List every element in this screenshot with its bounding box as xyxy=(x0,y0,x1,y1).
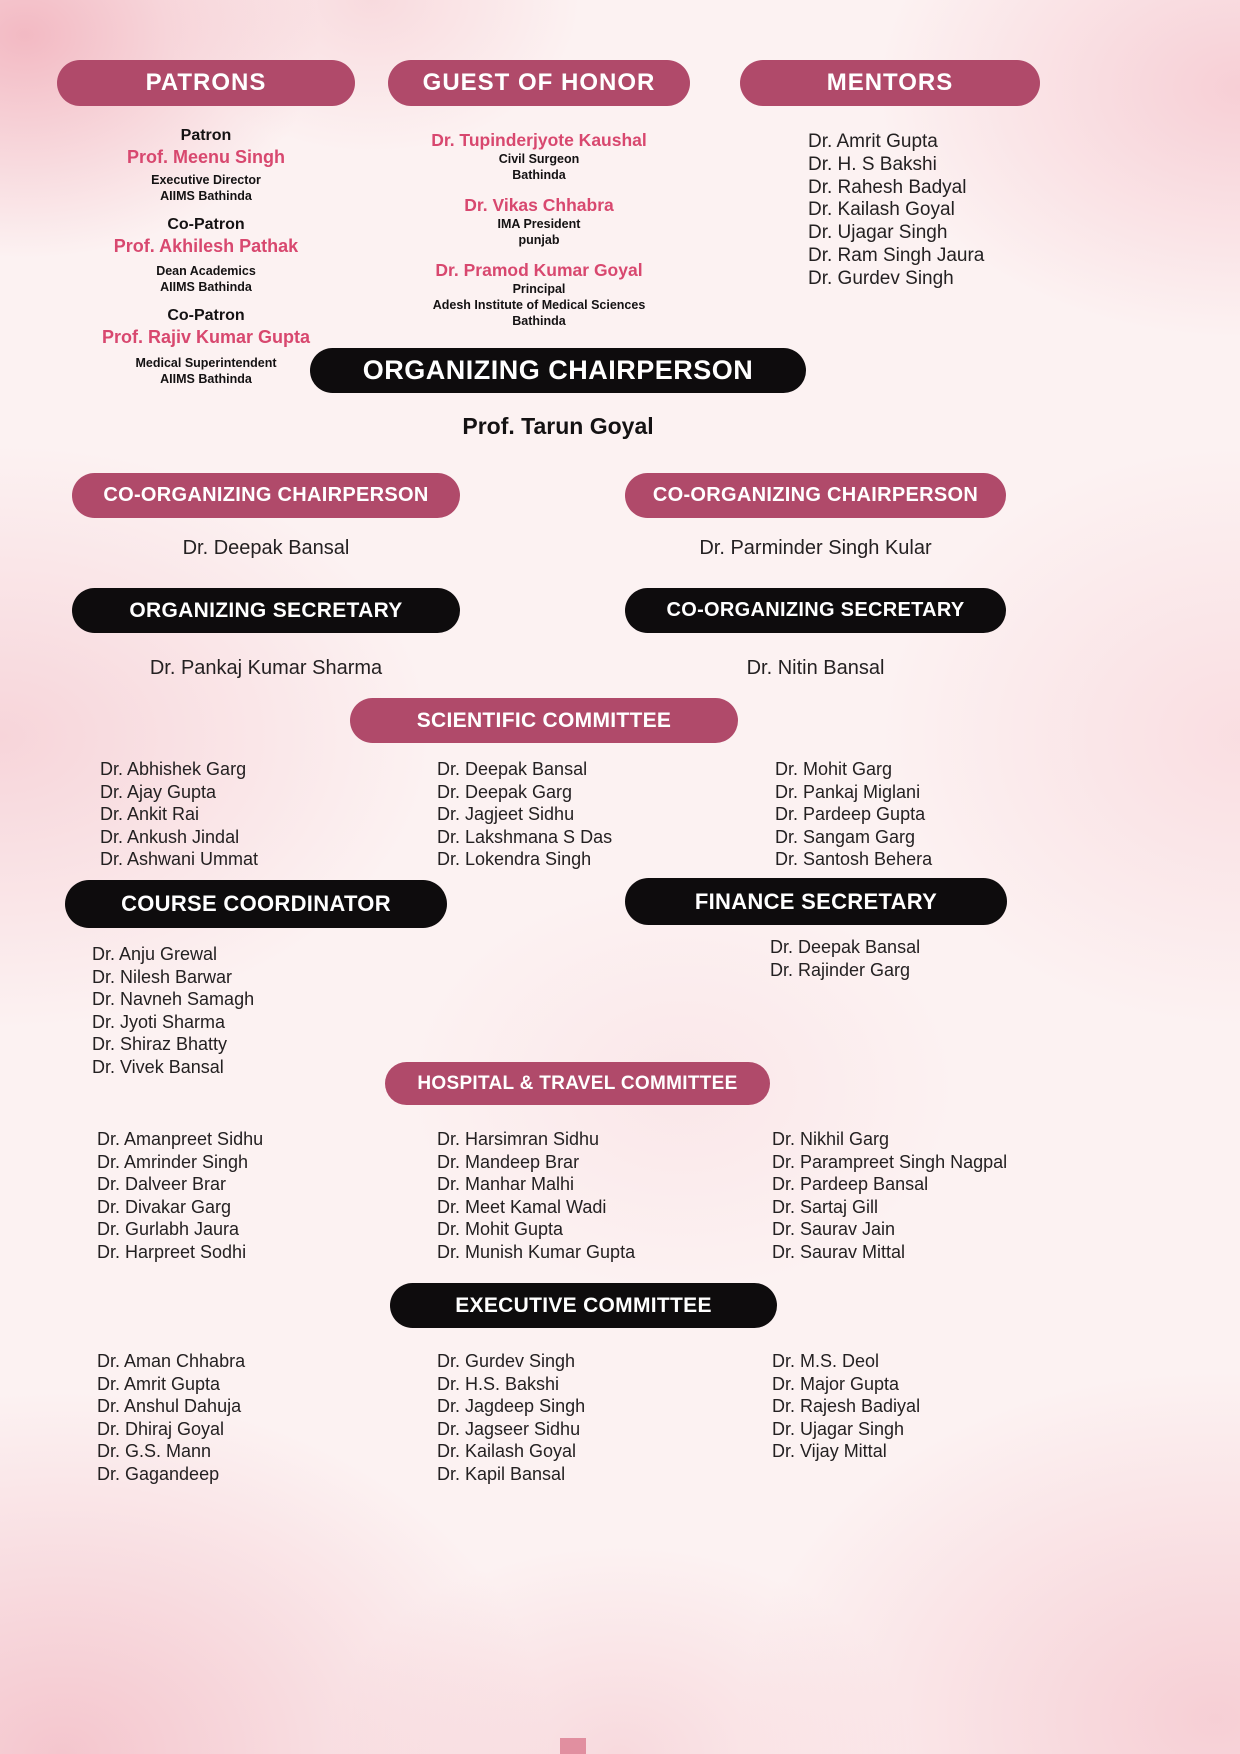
member-name: Dr. H.S. Bakshi xyxy=(437,1373,560,1394)
member-name: Dr. Ashwani Ummat xyxy=(100,849,259,870)
member-name: Dr. Rajesh Badiyal xyxy=(772,1396,921,1417)
member-name: Dr. Ram Singh Jaura xyxy=(808,244,985,266)
member-name: Dr. Pardeep Bansal xyxy=(772,1174,929,1195)
member-name: Dr. Mohit Garg xyxy=(775,759,893,779)
member-name: Dr. Lakshmana S Das xyxy=(437,826,613,847)
hospital-travel-col1 xyxy=(97,1128,397,1264)
guest-name: Dr. Tupinderjyote Kaushal xyxy=(431,130,647,150)
organizing-chairperson-name: Prof. Tarun Goyal xyxy=(462,413,654,439)
member-name: Dr. Shiraz Bhatty xyxy=(92,1034,228,1055)
member-name: Dr. Dhiraj Goyal xyxy=(97,1418,225,1439)
member-name: Dr. Kailash Goyal xyxy=(437,1441,577,1462)
member-name: Dr. G.S. Mann xyxy=(97,1441,212,1462)
co-organizing-secretary-header: CO-ORGANIZING SECRETARY xyxy=(625,588,1006,633)
organizing-secretary-header: ORGANIZING SECRETARY xyxy=(72,588,460,633)
guest-place: Bathinda xyxy=(512,314,566,328)
member-name: Dr. M.S. Deol xyxy=(772,1351,880,1371)
member-name: Dr. Ajay Gupta xyxy=(100,781,217,802)
patron-title: Dean Academics xyxy=(156,264,256,278)
member-name: Dr. Santosh Behera xyxy=(775,849,933,870)
co-chair-right-name: Dr. Parminder Singh Kular xyxy=(699,537,932,559)
member-name: Dr. Munish Kumar Gupta xyxy=(437,1241,636,1262)
member-name: Dr. Navneh Samagh xyxy=(92,989,255,1010)
member-name: Dr. Ujagar Singh xyxy=(772,1418,905,1439)
scientific-committee-col3 xyxy=(775,758,1075,871)
member-name: Dr. Harpreet Sodhi xyxy=(97,1241,247,1262)
member-name: Dr. Meet Kamal Wadi xyxy=(437,1196,607,1217)
member-name: Dr. Jyoti Sharma xyxy=(92,1011,226,1032)
guest-of-honor-list xyxy=(378,118,700,329)
member-name: Dr. Jagseer Sidhu xyxy=(437,1418,581,1439)
patron-title: Executive Director xyxy=(151,173,261,187)
guest-of-honor-header: GUEST OF HONOR xyxy=(388,60,690,106)
guest-title: Civil Surgeon xyxy=(498,152,580,166)
member-name: Dr. Harsimran Sidhu xyxy=(437,1129,600,1149)
member-name: Dr. Manhar Malhi xyxy=(437,1174,575,1195)
member-name: Dr. Vivek Bansal xyxy=(92,1056,224,1077)
executive-committee-header: EXECUTIVE COMMITTEE xyxy=(390,1283,777,1328)
co-organizing-secretary-name: Dr. Nitin Bansal xyxy=(746,657,885,679)
guest-place: punjab xyxy=(518,233,560,247)
member-name: Dr. Amrit Gupta xyxy=(97,1373,221,1394)
member-name: Dr. Pankaj Miglani xyxy=(775,781,921,802)
member-name: Dr. H. S Bakshi xyxy=(808,153,937,175)
member-name: Dr. Rajinder Garg xyxy=(770,959,911,980)
patron-institute: AIIMS Bathinda xyxy=(160,372,252,386)
patron-name: Prof. Meenu Singh xyxy=(126,147,285,167)
patron-entry xyxy=(47,127,365,204)
patron-institute: AIIMS Bathinda xyxy=(160,189,252,203)
bottom-tab-decoration xyxy=(560,1738,586,1754)
member-name: Dr. Gurlabh Jaura xyxy=(97,1219,240,1240)
mentors-list xyxy=(808,131,1048,291)
member-name: Dr. Amrit Gupta xyxy=(808,131,938,152)
member-name: Dr. Saurav Mittal xyxy=(772,1241,906,1262)
member-name: Dr. Vijay Mittal xyxy=(772,1441,887,1462)
member-name: Dr. Ankush Jindal xyxy=(100,826,240,847)
member-name: Dr. Abhishek Garg xyxy=(100,759,247,779)
patron-title: Medical Superintendent xyxy=(135,356,277,370)
executive-committee-col3 xyxy=(772,1350,1092,1463)
member-name: Dr. Pardeep Gupta xyxy=(775,804,926,825)
member-name: Dr. Lokendra Singh xyxy=(437,849,592,870)
patron-name: Prof. Rajiv Kumar Gupta xyxy=(101,327,311,347)
patron-institute: AIIMS Bathinda xyxy=(160,280,252,294)
member-name: Dr. Gagandeep xyxy=(97,1463,220,1484)
guest-name: Dr. Pramod Kumar Goyal xyxy=(435,260,643,280)
member-name: Dr. Deepak Bansal xyxy=(770,937,921,957)
member-name: Dr. Divakar Garg xyxy=(97,1196,232,1217)
member-name: Dr. Mandeep Brar xyxy=(437,1151,580,1172)
patron-role: Patron xyxy=(180,127,232,144)
executive-committee-col2 xyxy=(437,1350,747,1486)
member-name: Dr. Jagdeep Singh xyxy=(437,1396,586,1417)
member-name: Dr. Jagjeet Sidhu xyxy=(437,804,575,825)
member-name: Dr. Kapil Bansal xyxy=(437,1463,566,1484)
patron-name: Prof. Akhilesh Pathak xyxy=(113,236,299,256)
member-name: Dr. Mohit Gupta xyxy=(437,1219,564,1240)
guest-entry xyxy=(378,130,700,183)
patron-role: Co-Patron xyxy=(167,216,245,233)
member-name: Dr. Anshul Dahuja xyxy=(97,1396,242,1417)
member-name: Dr. Anju Grewal xyxy=(92,944,218,964)
scientific-committee-col2 xyxy=(437,758,737,871)
guest-institute: Adesh Institute of Medical Sciences xyxy=(432,298,646,312)
mentors-header: MENTORS xyxy=(740,60,1040,106)
guest-place: Bathinda xyxy=(512,168,566,182)
course-coordinator-header: COURSE COORDINATOR xyxy=(65,880,447,928)
guest-name: Dr. Vikas Chhabra xyxy=(464,195,614,215)
member-name: Dr. Major Gupta xyxy=(772,1373,900,1394)
hospital-travel-col3 xyxy=(772,1128,1102,1264)
member-name: Dr. Nilesh Barwar xyxy=(92,966,233,987)
finance-secretary-list xyxy=(770,936,1030,981)
guest-entry xyxy=(378,260,700,329)
member-name: Dr. Kailash Goyal xyxy=(808,199,955,221)
patrons-list xyxy=(47,115,365,387)
executive-committee-col1 xyxy=(97,1350,397,1486)
patron-role: Co-Patron xyxy=(167,307,245,324)
member-name: Dr. Sangam Garg xyxy=(775,826,916,847)
finance-secretary-header: FINANCE SECRETARY xyxy=(625,878,1007,925)
patrons-header: PATRONS xyxy=(57,60,355,106)
co-chair-left-name: Dr. Deepak Bansal xyxy=(182,537,350,559)
member-name: Dr. Amanpreet Sidhu xyxy=(97,1129,264,1149)
scientific-committee-col1 xyxy=(100,758,400,871)
course-coordinator-list xyxy=(92,943,392,1079)
member-name: Dr. Rahesh Badyal xyxy=(808,176,967,198)
member-name: Dr. Deepak Bansal xyxy=(437,759,588,779)
member-name: Dr. Amrinder Singh xyxy=(97,1151,249,1172)
member-name: Dr. Nikhil Garg xyxy=(772,1129,890,1149)
co-chair-left-header: CO-ORGANIZING CHAIRPERSON xyxy=(72,473,460,518)
member-name: Dr. Dalveer Brar xyxy=(97,1174,227,1195)
scientific-committee-header: SCIENTIFIC COMMITTEE xyxy=(350,698,738,743)
member-name: Dr. Saurav Jain xyxy=(772,1219,896,1240)
member-name: Dr. Aman Chhabra xyxy=(97,1351,246,1371)
member-name: Dr. Gurdev Singh xyxy=(437,1351,576,1371)
organizing-chairperson-header: ORGANIZING CHAIRPERSON xyxy=(310,348,806,393)
hospital-travel-col2 xyxy=(437,1128,747,1264)
guest-title: IMA President xyxy=(497,217,581,231)
member-name: Dr. Deepak Garg xyxy=(437,781,573,802)
co-chair-right-header: CO-ORGANIZING CHAIRPERSON xyxy=(625,473,1006,518)
member-name: Dr. Sartaj Gill xyxy=(772,1196,879,1217)
member-name: Dr. Gurdev Singh xyxy=(808,267,954,289)
hospital-travel-committee-header: HOSPITAL & TRAVEL COMMITTEE xyxy=(385,1062,770,1105)
guest-entry xyxy=(378,195,700,248)
patron-entry xyxy=(47,216,365,295)
guest-title: Principal xyxy=(512,282,566,296)
member-name: Dr. Ankit Rai xyxy=(100,804,200,825)
member-name: Dr. Ujagar Singh xyxy=(808,222,948,244)
organizing-secretary-name: Dr. Pankaj Kumar Sharma xyxy=(149,657,383,679)
member-name: Dr. Parampreet Singh Nagpal xyxy=(772,1151,1008,1172)
